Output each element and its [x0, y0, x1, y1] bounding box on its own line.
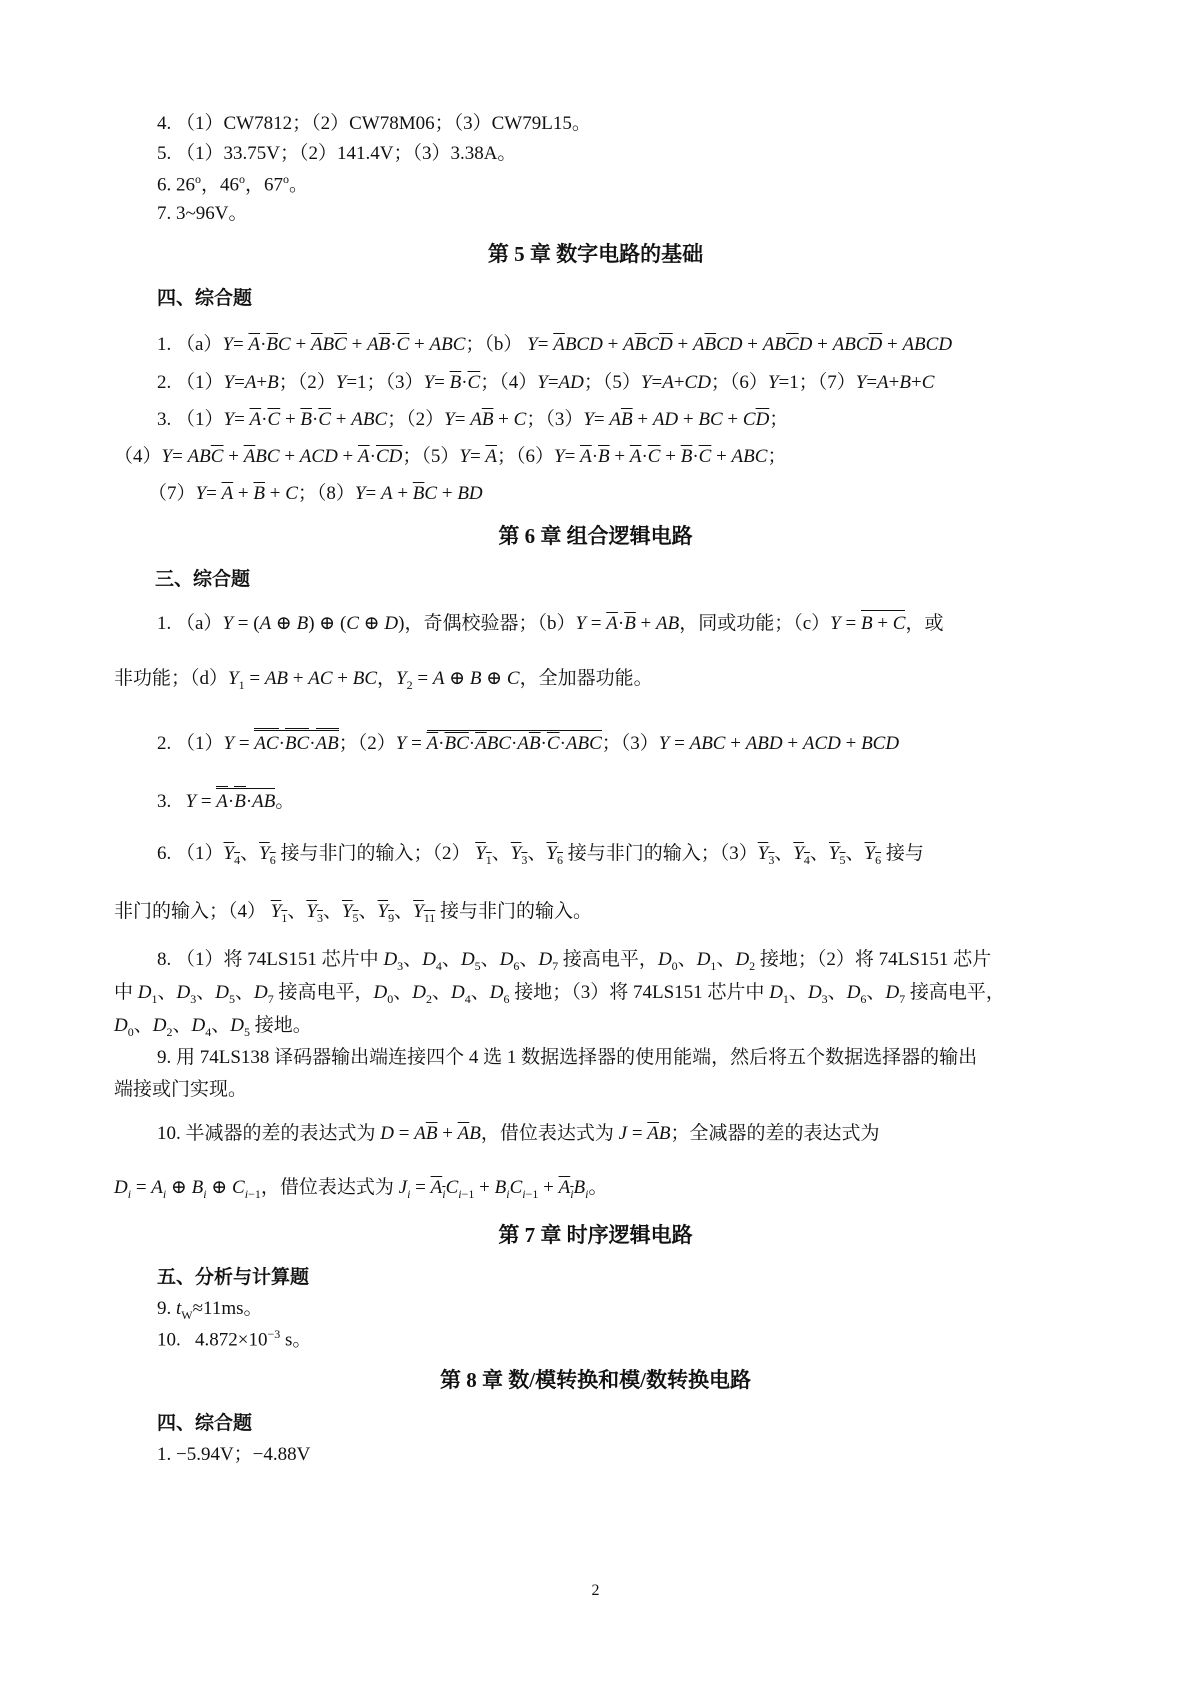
ch6-q9b: 端接或门实现。: [114, 1079, 248, 1100]
ch5-q3c: $(7)Y= \overline{A} + \overline{B} + C$；$(8)Y= A + \overline{B}C$ + BD: [148, 483, 483, 504]
ch5-q3b: $(4)Y= AB\overline{C} + \overline{A}BC$ + ACD + $\overline{A}\cdot\overline{CD}$；$(5)Y= \overline{A}$；$(6)Y= \overline{A}\cdot\overline{B} + \overline{A}\cdot\overline{C} + \overline{B}\cdot\overline{C}$ + ABC；: [114, 446, 787, 467]
chapter-5-section: 四、综合题: [157, 288, 253, 309]
ch5-q2: 2. （1）Y=A+B；（2）Y=1；$(3)Y= \overline{B}\cdot\overline{C}$；（4）Y=AD；（5）Y=A+CD；（6）Y=1；（7）Y=A+B+C: [157, 372, 935, 393]
chapter-6-title: 第 6 章 组合逻辑电路: [498, 524, 693, 548]
chapter-8-section: 四、综合题: [157, 1413, 253, 1434]
answer-7: 7. 3~96V。: [157, 203, 248, 224]
ch5-q3a: 3. $(1)Y= \overline{A}\cdot\overline{C} + \overline{B}\cdot\overline{C}$ + ABC；$(2)Y= A\overline{B} + C$；$(3)Y= A\overline{B}$ + AD + BC + $C\overline{D}$；: [157, 409, 789, 430]
ch6-q2: 2. （1）Y = AC·BC·AB；$(2)Y = \overline{A}\cdot\overline{BC}\cdot\overline{A}BC\cdot A\overline{B}\cdot\overline{C}\cdot ABC$；（3）Y = ABC + ABD + ACD + BCD: [157, 732, 899, 756]
ch6-q9a: 9. 用 74LS138 译码器输出端连接四个 4 选 1 数据选择器的使用能端，然后将五个数据选择器的输出: [157, 1047, 978, 1068]
ch6-q1b: 非功能；$(d)Y_1$ = AB + AC + BC，$Y_2 = A$ ⊕ B ⊕ C，全加器功能。: [114, 668, 653, 692]
chapter-7-title: 第 7 章 时序逻辑电路: [498, 1223, 693, 1247]
answer-6: 6. 26$^o$，46$^o$，67$^o$。: [157, 172, 309, 196]
ch6-q8c: $D_0$、$D_2$、$D_4$、$D_5$ 接地。: [114, 1015, 312, 1039]
chapter-6-section: 三、综合题: [155, 569, 251, 590]
ch8-q1: 1. −5.94V；−4.88V: [157, 1444, 311, 1465]
ch6-q3: 3. Y = A·B·AB。: [157, 790, 294, 814]
chapter-5-title: 第 5 章 数字电路的基础: [487, 242, 704, 266]
answer-4: 4. （1）CW7812；（2）CW78M06；（3）CW79L15。: [157, 113, 591, 134]
ch5-q1: 1. $(a)Y= \overline{A}\cdot\overline{B}C + \overline{A}B\overline{C} + A\overline{B}\cdot\overline{C}$ + ABC；（b） $Y= \overline{A}BCD + A\overline{B}C\overline{D} + A\overline{B}CD + AB\overline{C}D + ABC\overline{D}$ + ABCD: [157, 334, 953, 355]
ch6-q10a: 10. 半减器的差的表达式为 $D = A\overline{B} + \overline{A}B$，借位表达式为 $J = \overline{A}B$；全减器的差的表达式为: [157, 1123, 880, 1144]
ch6-q10b: $D_i = A_i$ ⊕ $B_i$ ⊕ $C_{i-1}$，借位表达式为 $J_i = A_iC_{i-1} + B_iC_{i-1} + A_iB_i$。: [114, 1177, 608, 1201]
ch6-q6a: 6. $(1)Y_4$、$Y_6$ 接与非门的输入；（2） $Y_1$、$Y_3$、$Y_6$ 接与非门的输入；$(3)Y_3$、$Y_4$、$Y_5$、$Y_6$ 接与: [157, 843, 924, 867]
ch6-q8a: 8. （1）将 74LS151 芯片中 $D_3$、$D_4$、$D_5$、$D_6$、$D_7$ 接高电平，$D_0$、$D_1$、$D_2$ 接地；（2）将 74LS151 芯片: [157, 949, 992, 973]
ch6-q6b: 非门的输入；（4） $Y_1$、$Y_3$、$Y_5$、$Y_9$、$Y_{11}$ 接与非门的输入。: [114, 901, 593, 925]
chapter-8-title: 第 8 章 数/模转换和模/数转换电路: [440, 1368, 751, 1392]
ch6-q8b: 中 $D_1$、$D_3$、$D_5$、$D_7$ 接高电平，$D_0$、$D_2$、$D_4$、$D_6$ 接地；（3）将 74LS151 芯片中 $D_1$、$D_3$、$D_6$、$D_7$ 接高电平，: [114, 982, 1005, 1006]
ch7-q10: 10. $4.872\times 10^{-3}$ s。: [157, 1327, 312, 1351]
answer-5: 5. （1）33.75V；（2）141.4V；（3）3.38A。: [157, 143, 517, 164]
ch7-q9: 9. $t_W\approx 11ms$。: [157, 1298, 263, 1322]
ch6-q1a: 1. （a）Y = (A ⊕ B) ⊕ (C ⊕ D)，奇偶校验器；$(b)Y = \overline{A}\cdot\overline{B}$ + AB，同或功能；（c）Y = B + C，或: [157, 612, 944, 636]
chapter-7-section: 五、分析与计算题: [157, 1267, 310, 1288]
page-number: 2: [591, 1582, 600, 1599]
